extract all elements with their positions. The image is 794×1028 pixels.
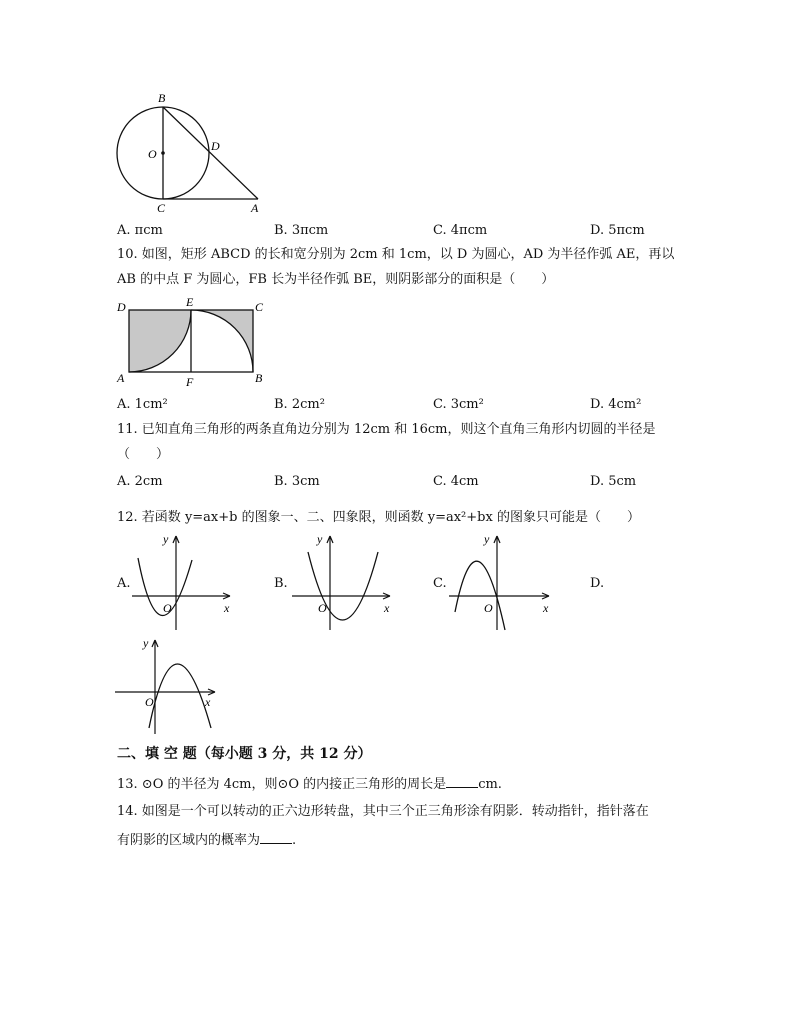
q10-figure	[113, 296, 273, 390]
q10-label-e: E	[186, 296, 194, 309]
q10-shade-right	[191, 310, 253, 372]
q14-text-before: 有阴影的区域内的概率为	[117, 833, 261, 848]
q10-stem-line1: 10. 如图，矩形 ABCD 的长和宽分别为 2cm 和 1cm，以 D 为圆心，AD 为半径作弧 AE，再以	[117, 247, 675, 262]
q10-option-a: A. 1cm²	[117, 397, 168, 412]
q10-label-f: F	[186, 375, 194, 389]
q14-stem-line2	[117, 831, 296, 849]
q9-line-ba	[163, 107, 258, 199]
origin-label: O	[318, 601, 327, 615]
q11-option-b: B. 3cm	[274, 474, 320, 489]
q10-option-b: B. 2cm²	[274, 397, 325, 412]
q10-stem-line2: AB 的中点 F 为圆心，FB 长为半径作弧 BE，则阴影部分的面积是（ ）	[117, 272, 555, 287]
q10-option-d: D. 4cm²	[590, 397, 642, 412]
q12-graph-a	[130, 532, 236, 632]
q11-option-c: C. 4cm	[433, 474, 479, 489]
q9-option-b: B. 3πcm	[274, 223, 329, 238]
origin-label: O	[145, 695, 154, 709]
q9-label-d: D	[211, 139, 220, 153]
q13-answer-blank[interactable]	[446, 775, 478, 788]
q12-option-d-label: D.	[590, 576, 605, 591]
x-label: x	[543, 601, 549, 615]
q13-text-after: cm.	[478, 777, 502, 792]
q12-stem: 12. 若函数 y=ax+b 的图象一、二、四象限，则函数 y=ax²+bx 的图象只可能是（ ）	[117, 510, 640, 525]
section2-heading: 二、填 空 题（每小题 3 分，共 12 分）	[117, 746, 372, 762]
q10-shade-left	[129, 310, 191, 372]
q11-option-a: A. 2cm	[117, 474, 163, 489]
q9-center-dot	[161, 151, 165, 155]
q11-stem-line2: （ ）	[117, 447, 170, 462]
origin-label: O	[484, 601, 493, 615]
q10-label-b: B	[255, 371, 263, 385]
q11-stem-line1: 11. 已知直角三角形的两条直角边分别为 12cm 和 16cm，则这个直角三角形内切圆的半径是	[117, 422, 656, 437]
q12-option-a-label: A.	[117, 576, 131, 591]
q14-stem-line1: 14. 如图是一个可以转动的正六边形转盘，其中三个正三角形涂有阴影．转动指针，指针落在	[117, 804, 649, 819]
q9-option-a: A. πcm	[117, 223, 163, 238]
q9-label-b: B	[158, 91, 166, 105]
q12-option-c-label: C.	[433, 576, 447, 591]
q9-option-d: D. 5πcm	[590, 223, 645, 238]
y-label: y	[143, 636, 149, 650]
q12-graph-c	[447, 532, 555, 632]
q11-option-d: D. 5cm	[590, 474, 637, 489]
q12-graph-d	[113, 636, 221, 736]
q10-option-c: C. 3cm²	[433, 397, 484, 412]
q12-option-b-label: B.	[274, 576, 288, 591]
y-label: y	[163, 532, 169, 546]
x-label: x	[224, 601, 230, 615]
y-label: y	[484, 532, 490, 546]
parabola-curve	[149, 664, 211, 728]
q9-label-o: O	[148, 147, 157, 161]
q9-figure	[110, 88, 270, 216]
x-label: x	[205, 695, 211, 709]
q12-graph-b	[290, 532, 396, 632]
y-label: y	[317, 532, 323, 546]
q9-label-a: A	[251, 201, 259, 215]
q14-answer-blank[interactable]	[260, 831, 292, 844]
x-label: x	[384, 601, 390, 615]
q9-label-c: C	[157, 201, 166, 215]
origin-label: O	[163, 601, 172, 615]
q14-text-after: .	[292, 833, 297, 848]
q13-stem	[117, 775, 502, 793]
q9-option-c: C. 4πcm	[433, 223, 488, 238]
q10-label-d: D	[117, 300, 126, 314]
q10-label-a: A	[117, 371, 125, 385]
q13-text-before: 13. ⊙O 的半径为 4cm，则⊙O 的内接正三角形的周长是	[117, 777, 447, 792]
q10-label-c: C	[255, 300, 264, 314]
